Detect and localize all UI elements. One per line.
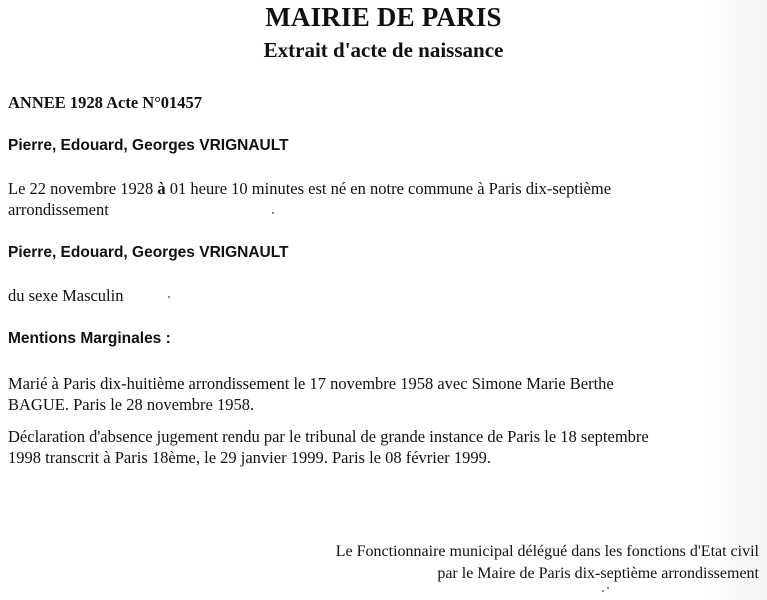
signature-line-1: Le Fonctionnaire municipal délégué dans les fonctions d'Etat civil bbox=[335, 543, 759, 560]
birth-date-text: Le 22 novembre 1928 bbox=[8, 179, 158, 198]
scan-speck bbox=[272, 212, 274, 214]
birth-statement-line-1 bbox=[8, 178, 611, 199]
birth-at-word: à bbox=[157, 179, 166, 198]
birth-time-place-text: 01 heure 10 minutes est né en notre commune à Paris dix-septième bbox=[165, 179, 612, 198]
birth-statement-line-2: arrondissement bbox=[8, 200, 109, 219]
marriage-mention-line-1: Marié à Paris dix-huitième arrondissement le 17 novembre 1958 avec Simone Marie Berthe bbox=[8, 374, 614, 393]
sex-statement: du sexe Masculin bbox=[8, 286, 124, 305]
absence-mention-line-2: 1998 transcrit à Paris 18ème, le 29 janvier 1999. Paris le 08 février 1999. bbox=[8, 448, 491, 467]
marriage-mention-line-2: BAGUE. Paris le 28 novembre 1958. bbox=[8, 395, 255, 414]
scan-speck bbox=[168, 296, 170, 298]
document-subtitle: Extrait d'acte de naissance bbox=[263, 38, 504, 62]
scan-speck bbox=[607, 587, 609, 589]
act-reference: ANNEE 1928 Acte N°01457 bbox=[8, 93, 203, 112]
document-title: MAIRIE DE PARIS bbox=[265, 2, 502, 32]
signature-line-2: par le Maire de Paris dix-septième arrondissement bbox=[437, 565, 759, 582]
scan-speck bbox=[602, 590, 604, 592]
absence-mention-line-1: Déclaration d'absence jugement rendu par le tribunal de grande instance de Paris le 18 septembre bbox=[8, 427, 649, 446]
mentions-heading: Mentions Marginales : bbox=[8, 330, 171, 347]
person-name: Pierre, Edouard, Georges VRIGNAULT bbox=[8, 137, 289, 154]
person-name-repeat: Pierre, Edouard, Georges VRIGNAULT bbox=[8, 244, 289, 261]
